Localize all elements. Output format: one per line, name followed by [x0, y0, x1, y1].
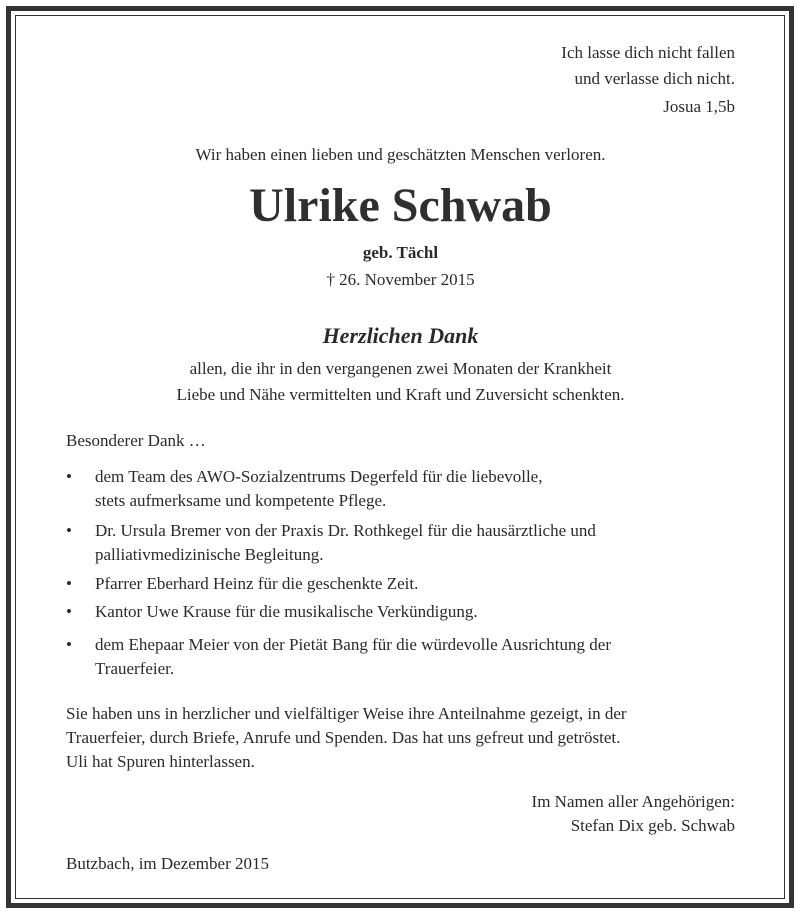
deceased-name: Ulrike Schwab [249, 179, 552, 232]
bullet-icon: • [66, 602, 72, 621]
thanks-line-2: Liebe und Nähe vermittelten und Kraft und Zuversicht schenkten. [176, 385, 625, 404]
bullet-icon: • [66, 467, 72, 486]
bullet-icon: • [66, 521, 72, 540]
list-item-line-1: dem Team des AWO-Sozialzentrums Degerfeld für die liebevolle, [95, 467, 543, 486]
maiden-name: geb. Tächl [362, 243, 439, 262]
list-item-line-2: stets aufmerksame und kompetente Pflege. [95, 491, 387, 510]
signature-name: Stefan Dix geb. Schwab [570, 816, 735, 835]
list-item-line-2: Trauerfeier. [95, 659, 175, 678]
obituary-notice [66, 0, 735, 914]
bullet-icon: • [66, 635, 72, 654]
list-item-line-2: palliativmedizinische Begleitung. [95, 545, 324, 564]
special-thanks-heading: Besonderer Dank … [66, 431, 206, 450]
quote-line-1: Ich lasse dich nicht fallen [561, 43, 735, 62]
quote-line-2: und verlasse dich nicht. [574, 69, 735, 88]
signature-line-1: Im Namen aller Angehörigen: [531, 792, 735, 811]
list-item-line-1: dem Ehepaar Meier von der Pietät Bang für die würdevolle Ausrichtung der [95, 635, 611, 654]
list-item-line-1: Dr. Ursula Bremer von der Praxis Dr. Rothkegel für die hausärztliche und [95, 521, 596, 540]
list-item-line-1: Kantor Uwe Krause für die musikalische Verkündigung. [95, 602, 478, 621]
closing-line-2: Trauerfeier, durch Briefe, Anrufe und Spenden. Das hat uns gefreut und getröstet. [66, 728, 621, 747]
closing-line-3: Uli hat Spuren hinterlassen. [66, 752, 255, 771]
list-item-line-1: Pfarrer Eberhard Heinz für die geschenkte Zeit. [95, 574, 419, 593]
place-date: Butzbach, im Dezember 2015 [66, 854, 269, 873]
thanks-heading: Herzlichen Dank [322, 323, 479, 348]
death-date: † 26. November 2015 [326, 270, 475, 289]
intro-text: Wir haben einen lieben und geschätzten Menschen verloren. [195, 145, 606, 164]
bullet-icon: • [66, 574, 72, 593]
thanks-line-1: allen, die ihr in den vergangenen zwei Monaten der Krankheit [189, 359, 612, 378]
quote-source: Josua 1,5b [663, 97, 735, 116]
closing-line-1: Sie haben uns in herzlicher und vielfältiger Weise ihre Anteilnahme gezeigt, in der [66, 704, 627, 723]
